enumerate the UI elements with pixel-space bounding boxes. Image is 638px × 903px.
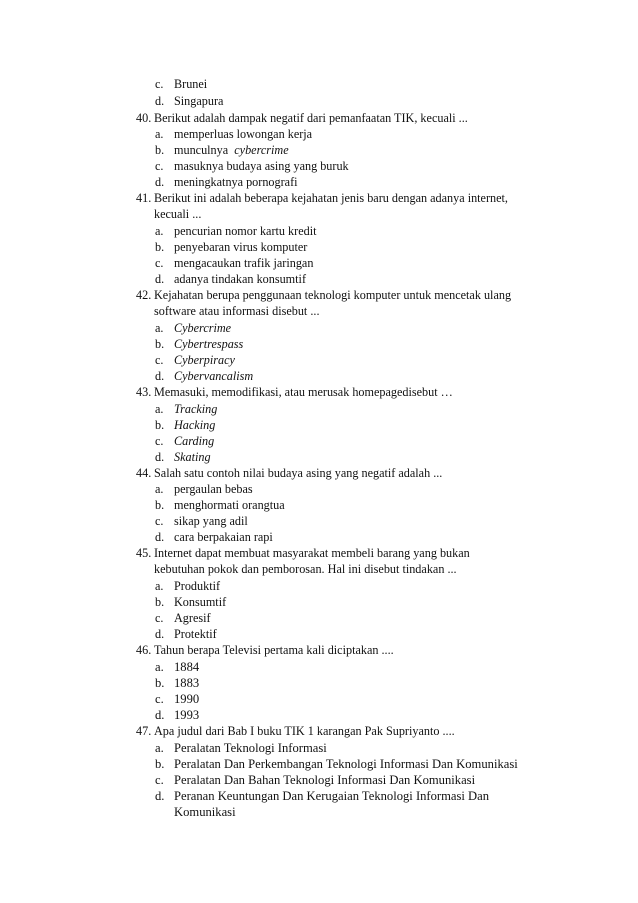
option-d-singapura (155, 93, 223, 109)
option-text: meningkatnya pornografi (174, 175, 298, 189)
question-text: Apa judul dari Bab I buku TIK 1 karangan Pak Supriyanto .... (154, 724, 455, 738)
question-43 (136, 384, 536, 400)
option-letter: d. (155, 627, 165, 641)
option-letter: c. (155, 77, 164, 91)
q45-option-b (155, 594, 226, 610)
option-text: memperluas lowongan kerja (174, 127, 313, 141)
option-text-italic: cybercrime (234, 143, 289, 157)
question-text: Berikut adalah dampak negatif dari pemanfaatan TIK, kecuali ... (154, 111, 468, 125)
option-letter: b. (155, 418, 165, 432)
option-text: 1993 (174, 708, 200, 722)
question-47 (136, 723, 536, 739)
option-letter: c. (155, 514, 164, 528)
q42-option-b (155, 336, 243, 352)
option-letter: a. (155, 482, 164, 496)
option-letter: a. (155, 224, 164, 238)
option-letter: a. (155, 741, 164, 755)
option-text: cara berpakaian rapi (174, 530, 273, 544)
question-40 (136, 110, 536, 126)
option-letter: d. (155, 94, 165, 108)
option-text-italic: Tracking (174, 402, 218, 416)
option-letter: a. (155, 127, 164, 141)
q40-option-d (155, 174, 298, 190)
option-text: penyebaran virus komputer (174, 240, 308, 254)
option-letter: d. (155, 789, 165, 803)
q41-option-c (155, 255, 313, 271)
option-text-cont: Komunikasi (174, 805, 236, 819)
option-letter: c. (155, 353, 164, 367)
option-text: Protektif (174, 627, 217, 641)
option-letter: d. (155, 450, 165, 464)
option-text-italic: Cybervancalism (174, 369, 254, 383)
option-text-italic: Skating (174, 450, 211, 464)
question-44 (136, 465, 536, 481)
option-c-brunei (155, 76, 207, 92)
q47-option-d (155, 788, 489, 804)
option-text: Agresif (174, 611, 211, 625)
option-text: Peralatan Teknologi Informasi (174, 741, 327, 755)
option-text: pergaulan bebas (174, 482, 253, 496)
question-number: 44. (136, 466, 152, 480)
option-letter: a. (155, 660, 164, 674)
option-letter: b. (155, 337, 165, 351)
q44-option-a (155, 481, 253, 497)
question-text: Berikut ini adalah beberapa kejahatan jenis baru dengan adanya internet, (154, 191, 508, 205)
q45-option-d (155, 626, 217, 642)
option-letter: a. (155, 402, 164, 416)
option-letter: b. (155, 143, 165, 157)
option-text: Peralatan Dan Perkembangan Teknologi Informasi Dan Komunikasi (174, 757, 518, 771)
option-letter: c. (155, 773, 164, 787)
option-text: mengacaukan trafik jaringan (174, 256, 314, 270)
q41-option-b (155, 239, 307, 255)
q40-option-a (155, 126, 312, 142)
question-text: Salah satu contoh nilai budaya asing yang negatif adalah ... (154, 466, 443, 480)
option-letter: d. (155, 530, 165, 544)
q47-option-b (155, 756, 518, 772)
option-letter: b. (155, 757, 165, 771)
option-text: adanya tindakan konsumtif (174, 272, 306, 286)
question-42 (136, 287, 536, 319)
option-text: sikap yang adil (174, 514, 248, 528)
question-text: Memasuki, memodifikasi, atau merusak homepagedisebut … (154, 385, 453, 399)
option-letter: b. (155, 240, 165, 254)
question-number: 46. (136, 643, 152, 657)
q43-option-c (155, 433, 214, 449)
option-text: menghormati orangtua (174, 498, 285, 512)
option-letter: c. (155, 692, 164, 706)
q45-option-c (155, 610, 211, 626)
option-letter: c. (155, 434, 164, 448)
option-text-italic: Carding (174, 434, 215, 448)
option-letter: a. (155, 579, 164, 593)
option-letter: b. (155, 498, 165, 512)
q47-option-a (155, 740, 327, 756)
option-text: 1883 (174, 676, 200, 690)
question-number: 41. (136, 191, 152, 205)
question-41 (136, 190, 536, 222)
q46-option-a (155, 659, 199, 675)
option-text-italic: Hacking (174, 418, 216, 432)
q42-option-d (155, 368, 253, 384)
option-letter: d. (155, 272, 165, 286)
option-letter: c. (155, 159, 164, 173)
option-text: 1990 (174, 692, 200, 706)
question-46 (136, 642, 536, 658)
question-number: 43. (136, 385, 152, 399)
q43-option-d (155, 449, 211, 465)
option-text: munculnya (174, 143, 229, 157)
option-letter: c. (155, 611, 164, 625)
option-letter: d. (155, 369, 165, 383)
q46-option-b (155, 675, 199, 691)
q44-option-d (155, 529, 273, 545)
q40-option-b (155, 142, 289, 158)
option-text: Singapura (174, 94, 224, 108)
option-text: Peralatan Dan Bahan Teknologi Informasi Dan Komunikasi (174, 773, 476, 787)
question-number: 42. (136, 288, 152, 302)
question-number: 45. (136, 546, 152, 560)
q42-option-c (155, 352, 235, 368)
question-text-cont: kebutuhan pokok dan pemborosan. Hal ini disebut tindakan ... (154, 562, 457, 577)
option-text: 1884 (174, 660, 200, 674)
question-text-cont: software atau informasi disebut ... (154, 304, 320, 319)
option-text: pencurian nomor kartu kredit (174, 224, 317, 238)
q44-option-b (155, 497, 285, 513)
q46-option-d (155, 707, 199, 723)
question-text: Internet dapat membuat masyarakat membeli barang yang bukan (154, 546, 470, 560)
q46-option-c (155, 691, 199, 707)
q43-option-a (155, 401, 217, 417)
q45-option-a (155, 578, 220, 594)
option-letter: c. (155, 256, 164, 270)
question-text: Kejahatan berupa penggunaan teknologi komputer untuk mencetak ulang (154, 288, 512, 302)
option-letter: a. (155, 321, 164, 335)
q41-option-a (155, 223, 316, 239)
q42-option-a (155, 320, 231, 336)
option-letter: d. (155, 175, 165, 189)
q40-option-c (155, 158, 349, 174)
option-text-italic: Cybertrespass (174, 337, 244, 351)
option-text: Produktif (174, 579, 221, 593)
option-text: Peranan Keuntungan Dan Kerugaian Teknologi Informasi Dan (174, 789, 490, 803)
option-text-italic: Cyberpiracy (174, 353, 235, 367)
q47-option-c (155, 772, 475, 788)
question-number: 40. (136, 111, 152, 125)
option-text: masuknya budaya asing yang buruk (174, 159, 349, 173)
question-text: Tahun berapa Televisi pertama kali diciptakan .... (154, 643, 394, 657)
q47-option-d-cont (174, 804, 236, 820)
option-letter: b. (155, 676, 165, 690)
option-text: Brunei (174, 77, 208, 91)
q41-option-d (155, 271, 306, 287)
option-text-italic: Cybercrime (174, 321, 232, 335)
question-45 (136, 545, 536, 577)
option-letter: d. (155, 708, 165, 722)
option-text: Konsumtif (174, 595, 227, 609)
option-letter: b. (155, 595, 165, 609)
question-text-cont: kecuali ... (154, 207, 202, 222)
question-number: 47. (136, 724, 152, 738)
q44-option-c (155, 513, 248, 529)
q43-option-b (155, 417, 215, 433)
